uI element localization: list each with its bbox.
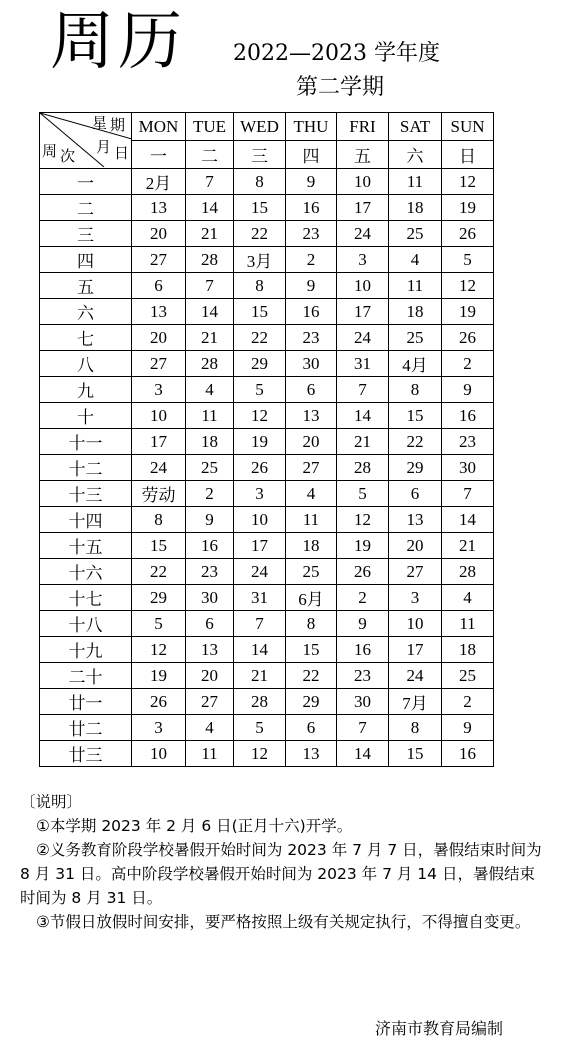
week-number-cell: 廿三 bbox=[40, 741, 132, 767]
week-row bbox=[40, 481, 494, 507]
column-header-en: WED bbox=[234, 113, 286, 141]
week-number-cell: 十六 bbox=[40, 559, 132, 585]
day-cell: 7 bbox=[186, 273, 234, 299]
column-header-en: TUE bbox=[186, 113, 234, 141]
week-row bbox=[40, 741, 494, 767]
day-cell: 21 bbox=[337, 429, 389, 455]
day-cell: 11 bbox=[442, 611, 494, 637]
day-cell: 23 bbox=[286, 325, 337, 351]
day-cell: 11 bbox=[389, 169, 442, 195]
day-cell: 7 bbox=[186, 169, 234, 195]
day-cell: 24 bbox=[234, 559, 286, 585]
week-number-cell: 廿一 bbox=[40, 689, 132, 715]
day-cell: 18 bbox=[442, 637, 494, 663]
corner-weekday-b: 期 bbox=[110, 118, 126, 134]
day-cell: 7 bbox=[442, 481, 494, 507]
day-cell: 9 bbox=[186, 507, 234, 533]
day-cell: 16 bbox=[337, 637, 389, 663]
week-number-cell: 十 bbox=[40, 403, 132, 429]
day-cell: 11 bbox=[186, 741, 234, 767]
day-cell: 8 bbox=[286, 611, 337, 637]
day-cell: 16 bbox=[442, 403, 494, 429]
week-number-cell: 五 bbox=[40, 273, 132, 299]
week-number-cell: 六 bbox=[40, 299, 132, 325]
day-cell: 25 bbox=[186, 455, 234, 481]
day-cell: 5 bbox=[234, 377, 286, 403]
corner-weekday-a: 星 bbox=[92, 116, 108, 132]
day-cell: 25 bbox=[442, 663, 494, 689]
day-cell: 26 bbox=[442, 325, 494, 351]
day-cell: 8 bbox=[389, 377, 442, 403]
day-cell: 6 bbox=[186, 611, 234, 637]
day-cell: 27 bbox=[389, 559, 442, 585]
day-cell: 10 bbox=[234, 507, 286, 533]
week-number-cell: 十七 bbox=[40, 585, 132, 611]
day-cell: 20 bbox=[186, 663, 234, 689]
day-cell: 4 bbox=[186, 377, 234, 403]
issuer-signature: 济南市教育局编制 bbox=[374, 1019, 503, 1038]
day-cell: 18 bbox=[186, 429, 234, 455]
day-cell: 27 bbox=[286, 455, 337, 481]
day-cell: 26 bbox=[234, 455, 286, 481]
note-item-3: ③节假日放假时间安排，要严格按照上级有关规定执行，不得擅自变更。 bbox=[36, 913, 531, 931]
day-cell: 15 bbox=[234, 195, 286, 221]
day-cell: 10 bbox=[337, 273, 389, 299]
week-row bbox=[40, 611, 494, 637]
day-cell: 25 bbox=[389, 221, 442, 247]
day-cell: 27 bbox=[132, 351, 186, 377]
day-cell: 10 bbox=[132, 741, 186, 767]
day-cell: 16 bbox=[286, 195, 337, 221]
day-cell: 14 bbox=[337, 403, 389, 429]
day-cell: 4 bbox=[286, 481, 337, 507]
day-cell: 12 bbox=[234, 403, 286, 429]
day-cell: 13 bbox=[286, 741, 337, 767]
day-cell: 9 bbox=[286, 273, 337, 299]
day-cell: 2 bbox=[442, 689, 494, 715]
day-cell: 22 bbox=[286, 663, 337, 689]
day-cell: 18 bbox=[286, 533, 337, 559]
day-cell: 6 bbox=[389, 481, 442, 507]
note-item-1: ①本学期 2023 年 2 月 6 日(正月十六)开学。 bbox=[36, 817, 353, 835]
day-cell: 8 bbox=[132, 507, 186, 533]
day-cell: 5 bbox=[442, 247, 494, 273]
day-cell: 25 bbox=[389, 325, 442, 351]
day-cell: 29 bbox=[234, 351, 286, 377]
column-header-en: SUN bbox=[442, 113, 494, 141]
day-cell: 26 bbox=[132, 689, 186, 715]
column-header-zh: 三 bbox=[234, 141, 286, 169]
day-cell: 13 bbox=[132, 195, 186, 221]
day-cell: 30 bbox=[337, 689, 389, 715]
day-cell: 16 bbox=[186, 533, 234, 559]
column-header-zh: 二 bbox=[186, 141, 234, 169]
day-cell: 23 bbox=[286, 221, 337, 247]
day-cell: 31 bbox=[337, 351, 389, 377]
week-row bbox=[40, 507, 494, 533]
corner-week-a: 周 bbox=[42, 144, 58, 160]
day-cell: 22 bbox=[234, 221, 286, 247]
week-row bbox=[40, 663, 494, 689]
corner-diagonal-cell bbox=[40, 113, 132, 169]
day-cell: 14 bbox=[337, 741, 389, 767]
week-number-cell: 十八 bbox=[40, 611, 132, 637]
day-cell: 12 bbox=[337, 507, 389, 533]
day-cell: 劳动 bbox=[132, 481, 186, 507]
column-header-zh: 四 bbox=[286, 141, 337, 169]
day-cell: 22 bbox=[389, 429, 442, 455]
day-cell: 10 bbox=[337, 169, 389, 195]
day-cell: 19 bbox=[337, 533, 389, 559]
day-cell: 30 bbox=[286, 351, 337, 377]
day-cell: 26 bbox=[337, 559, 389, 585]
day-cell: 20 bbox=[132, 325, 186, 351]
week-number-cell: 一 bbox=[40, 169, 132, 195]
day-cell: 14 bbox=[234, 637, 286, 663]
day-cell: 19 bbox=[234, 429, 286, 455]
day-cell: 15 bbox=[234, 299, 286, 325]
week-row bbox=[40, 585, 494, 611]
day-cell: 16 bbox=[442, 741, 494, 767]
week-number-cell: 四 bbox=[40, 247, 132, 273]
week-number-cell: 七 bbox=[40, 325, 132, 351]
day-cell: 15 bbox=[389, 741, 442, 767]
day-cell: 30 bbox=[442, 455, 494, 481]
day-cell: 4 bbox=[186, 715, 234, 741]
week-number-cell: 十一 bbox=[40, 429, 132, 455]
day-cell: 25 bbox=[286, 559, 337, 585]
week-number-cell: 二十 bbox=[40, 663, 132, 689]
day-cell: 11 bbox=[286, 507, 337, 533]
day-cell: 10 bbox=[132, 403, 186, 429]
column-header-en: THU bbox=[286, 113, 337, 141]
day-cell: 13 bbox=[132, 299, 186, 325]
week-number-cell: 十二 bbox=[40, 455, 132, 481]
day-cell: 5 bbox=[234, 715, 286, 741]
column-header-zh: 日 bbox=[442, 141, 494, 169]
day-cell: 29 bbox=[389, 455, 442, 481]
week-row bbox=[40, 455, 494, 481]
day-cell: 29 bbox=[286, 689, 337, 715]
week-row bbox=[40, 429, 494, 455]
semester-label: 第二学期 bbox=[296, 75, 385, 100]
week-row bbox=[40, 403, 494, 429]
corner-day: 日 bbox=[114, 146, 130, 162]
notes-heading: 〔说明〕 bbox=[20, 793, 83, 811]
day-cell: 14 bbox=[186, 299, 234, 325]
week-number-cell: 十四 bbox=[40, 507, 132, 533]
day-cell: 8 bbox=[234, 273, 286, 299]
day-cell: 19 bbox=[132, 663, 186, 689]
day-cell: 30 bbox=[186, 585, 234, 611]
corner-week-b: 次 bbox=[60, 149, 76, 165]
day-cell: 18 bbox=[389, 195, 442, 221]
day-cell: 2 bbox=[337, 585, 389, 611]
week-row bbox=[40, 247, 494, 273]
day-cell: 12 bbox=[234, 741, 286, 767]
day-cell: 21 bbox=[186, 325, 234, 351]
calendar-header bbox=[0, 0, 561, 110]
week-number-cell: 二 bbox=[40, 195, 132, 221]
day-cell: 19 bbox=[442, 299, 494, 325]
day-cell: 29 bbox=[132, 585, 186, 611]
day-cell: 22 bbox=[132, 559, 186, 585]
day-cell: 28 bbox=[234, 689, 286, 715]
day-cell: 5 bbox=[337, 481, 389, 507]
day-cell: 26 bbox=[442, 221, 494, 247]
week-row bbox=[40, 689, 494, 715]
column-header-zh: 一 bbox=[132, 141, 186, 169]
column-header-en: FRI bbox=[337, 113, 389, 141]
day-cell: 15 bbox=[389, 403, 442, 429]
column-header-zh: 五 bbox=[337, 141, 389, 169]
day-cell: 3 bbox=[132, 377, 186, 403]
day-cell: 22 bbox=[234, 325, 286, 351]
month-start-cell: 4月 bbox=[389, 351, 442, 377]
day-cell: 24 bbox=[337, 325, 389, 351]
day-cell: 27 bbox=[132, 247, 186, 273]
week-row bbox=[40, 715, 494, 741]
day-cell: 15 bbox=[132, 533, 186, 559]
day-cell: 13 bbox=[186, 637, 234, 663]
day-cell: 21 bbox=[234, 663, 286, 689]
day-cell: 23 bbox=[186, 559, 234, 585]
header-row-en bbox=[40, 113, 494, 141]
day-cell: 12 bbox=[442, 169, 494, 195]
day-cell: 7 bbox=[337, 377, 389, 403]
day-cell: 12 bbox=[442, 273, 494, 299]
day-cell: 9 bbox=[337, 611, 389, 637]
day-cell: 23 bbox=[337, 663, 389, 689]
day-cell: 28 bbox=[186, 247, 234, 273]
week-row bbox=[40, 195, 494, 221]
day-cell: 24 bbox=[337, 221, 389, 247]
week-row bbox=[40, 637, 494, 663]
week-row bbox=[40, 169, 494, 195]
week-row bbox=[40, 299, 494, 325]
week-number-cell: 廿二 bbox=[40, 715, 132, 741]
day-cell: 31 bbox=[234, 585, 286, 611]
day-cell: 4 bbox=[389, 247, 442, 273]
corner-month: 月 bbox=[96, 140, 112, 156]
week-number-cell: 三 bbox=[40, 221, 132, 247]
column-header-zh: 六 bbox=[389, 141, 442, 169]
day-cell: 17 bbox=[337, 195, 389, 221]
day-cell: 6 bbox=[132, 273, 186, 299]
day-cell: 16 bbox=[286, 299, 337, 325]
day-cell: 11 bbox=[389, 273, 442, 299]
page-title: 周历 bbox=[50, 5, 186, 79]
day-cell: 28 bbox=[442, 559, 494, 585]
day-cell: 17 bbox=[132, 429, 186, 455]
column-header-en: MON bbox=[132, 113, 186, 141]
day-cell: 28 bbox=[186, 351, 234, 377]
day-cell: 10 bbox=[389, 611, 442, 637]
day-cell: 24 bbox=[389, 663, 442, 689]
day-cell: 7 bbox=[234, 611, 286, 637]
column-header-en: SAT bbox=[389, 113, 442, 141]
day-cell: 17 bbox=[389, 637, 442, 663]
day-cell: 3 bbox=[389, 585, 442, 611]
day-cell: 17 bbox=[337, 299, 389, 325]
day-cell: 2 bbox=[286, 247, 337, 273]
week-row bbox=[40, 221, 494, 247]
day-cell: 6 bbox=[286, 715, 337, 741]
day-cell: 21 bbox=[442, 533, 494, 559]
week-number-cell: 十五 bbox=[40, 533, 132, 559]
day-cell: 24 bbox=[132, 455, 186, 481]
day-cell: 8 bbox=[234, 169, 286, 195]
month-start-cell: 3月 bbox=[234, 247, 286, 273]
week-number-cell: 八 bbox=[40, 351, 132, 377]
day-cell: 3 bbox=[132, 715, 186, 741]
day-cell: 15 bbox=[286, 637, 337, 663]
day-cell: 5 bbox=[132, 611, 186, 637]
day-cell: 3 bbox=[234, 481, 286, 507]
day-cell: 2 bbox=[186, 481, 234, 507]
week-row bbox=[40, 533, 494, 559]
day-cell: 14 bbox=[186, 195, 234, 221]
week-row bbox=[40, 559, 494, 585]
day-cell: 3 bbox=[337, 247, 389, 273]
day-cell: 12 bbox=[132, 637, 186, 663]
day-cell: 9 bbox=[442, 377, 494, 403]
day-cell: 23 bbox=[442, 429, 494, 455]
day-cell: 20 bbox=[286, 429, 337, 455]
week-row bbox=[40, 351, 494, 377]
day-cell: 19 bbox=[442, 195, 494, 221]
day-cell: 6 bbox=[286, 377, 337, 403]
day-cell: 9 bbox=[442, 715, 494, 741]
day-cell: 13 bbox=[389, 507, 442, 533]
week-row bbox=[40, 273, 494, 299]
day-cell: 21 bbox=[186, 221, 234, 247]
week-row bbox=[40, 325, 494, 351]
day-cell: 20 bbox=[389, 533, 442, 559]
day-cell: 9 bbox=[286, 169, 337, 195]
day-cell: 4 bbox=[442, 585, 494, 611]
day-cell: 8 bbox=[389, 715, 442, 741]
day-cell: 18 bbox=[389, 299, 442, 325]
week-number-cell: 十九 bbox=[40, 637, 132, 663]
day-cell: 7 bbox=[337, 715, 389, 741]
day-cell: 13 bbox=[286, 403, 337, 429]
week-number-cell: 十三 bbox=[40, 481, 132, 507]
month-start-cell: 6月 bbox=[286, 585, 337, 611]
day-cell: 2 bbox=[442, 351, 494, 377]
notes-section bbox=[20, 790, 542, 934]
day-cell: 11 bbox=[186, 403, 234, 429]
day-cell: 27 bbox=[186, 689, 234, 715]
week-number-cell: 九 bbox=[40, 377, 132, 403]
month-start-cell: 2月 bbox=[132, 169, 186, 195]
month-start-cell: 7月 bbox=[389, 689, 442, 715]
day-cell: 17 bbox=[234, 533, 286, 559]
week-calendar-table bbox=[39, 112, 494, 767]
note-item-2: ②义务教育阶段学校暑假开始时间为 2023 年 7 月 7 日，暑假结束时间为 8 月 31 日。高中阶段学校暑假开始时间为 2023 年 7 月 14 日，暑假结束时间为 8 月 31 日。 bbox=[20, 841, 542, 907]
day-cell: 20 bbox=[132, 221, 186, 247]
day-cell: 28 bbox=[337, 455, 389, 481]
day-cell: 14 bbox=[442, 507, 494, 533]
academic-year: 2022—2023 学年度 bbox=[233, 41, 440, 66]
week-row bbox=[40, 377, 494, 403]
